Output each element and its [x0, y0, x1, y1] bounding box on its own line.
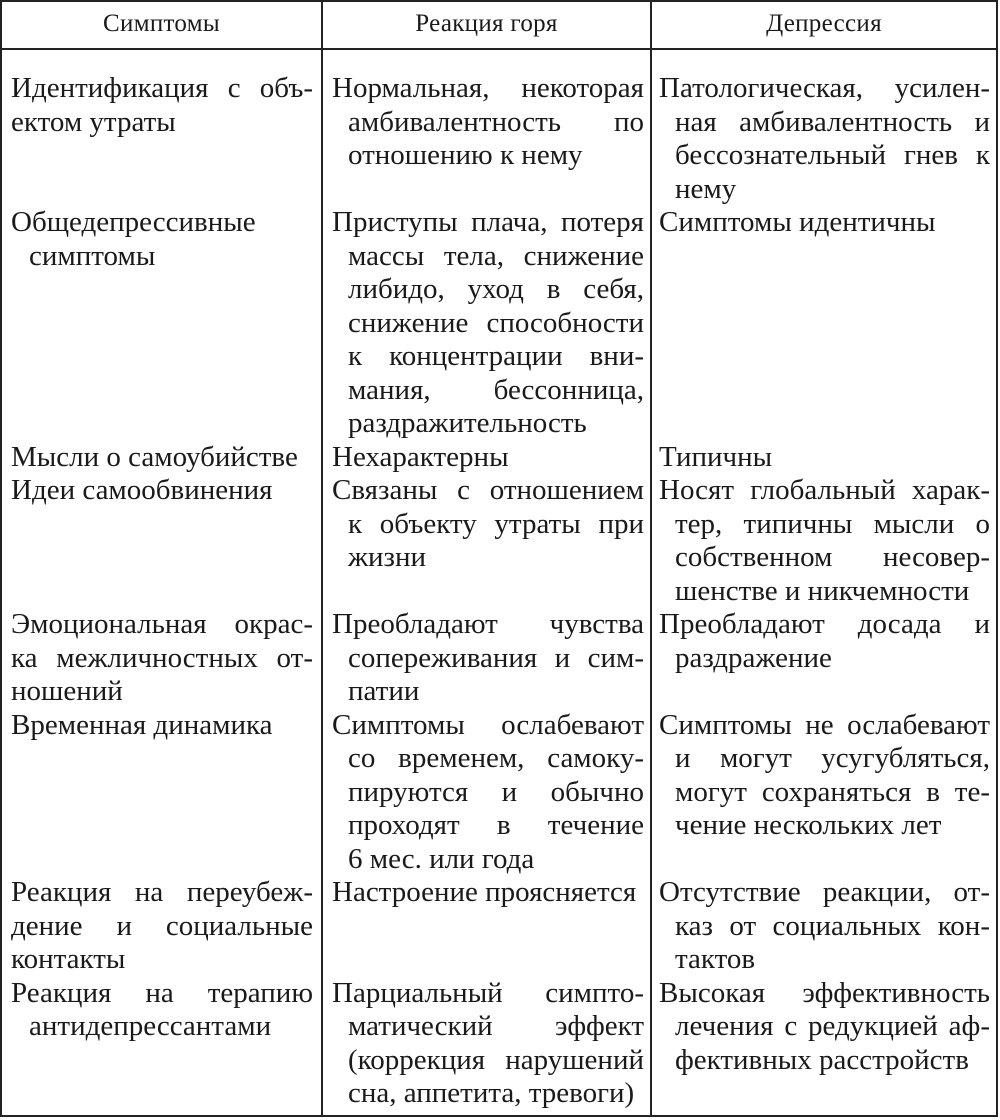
cell-line: Идеи самообвинения: [11, 474, 273, 506]
symptom-cell: [1, 474, 322, 608]
header-depression: Депрессия: [651, 1, 997, 49]
cell-line: Преобладают досада и: [659, 608, 990, 640]
cell-line: Типичны: [659, 440, 773, 473]
cell-line: Общедепрессивные: [11, 206, 256, 238]
table-row: [1, 709, 997, 877]
grief-reaction-cell: [322, 709, 651, 877]
cell-line: шенстве и никчемности: [675, 574, 970, 607]
cell-line: Парциальный симпто-: [332, 976, 644, 1009]
table-row: [1, 206, 997, 441]
cell-line: мания, бессонница,: [348, 373, 644, 406]
cell-line: Приступы плача, потеря: [332, 206, 644, 238]
cell-line: фективных расстройств: [675, 1043, 969, 1076]
cell-line: Отсутствие реакции, от-: [659, 876, 990, 908]
cell-line: Идентификация с объ-: [11, 72, 313, 104]
cell-line: Связаны с отношением: [332, 474, 644, 506]
cell-line: Высокая эффективность: [659, 976, 990, 1009]
cell-line: ношений: [11, 675, 123, 707]
cell-line: бессознательный гнев к: [675, 139, 990, 171]
depression-cell: [651, 977, 997, 1116]
cell-line: Настроение проясняется: [332, 876, 637, 908]
cell-line: патии: [348, 675, 420, 707]
depression-cell: [651, 876, 997, 977]
symptom-cell: [1, 876, 322, 977]
grief-reaction-cell: [322, 977, 651, 1116]
symptom-cell: [1, 72, 322, 206]
cell-line: тер, типичны мысли о: [675, 507, 990, 540]
cell-line: ка межличностных от-: [11, 641, 313, 674]
cell-line: либидо, уход в себя,: [348, 273, 644, 305]
cell-line: и могут усугубляться,: [675, 742, 990, 774]
cell-line: собственном несовер-: [675, 541, 990, 573]
cell-line: антидепрессантами: [29, 1010, 272, 1042]
cell-line: со временем, самоку-: [348, 742, 644, 774]
cell-line: Симптомы не ослабевают: [659, 708, 990, 741]
table-row: [1, 72, 997, 206]
cell-line: симптомы: [29, 239, 156, 272]
table-body: [1, 49, 997, 1116]
cell-line: ная амбивалентность и: [675, 105, 990, 138]
depression-cell: [651, 474, 997, 608]
table-row: [1, 608, 997, 709]
cell-line: контакты: [11, 943, 126, 975]
table-row: [1, 441, 997, 475]
cell-line: Временная динамика: [11, 708, 273, 741]
cell-line: Нормальная, некоторая: [332, 72, 644, 104]
cell-line: сна, аппетита, тревоги): [348, 1077, 635, 1109]
cell-line: проходят в течение: [348, 809, 644, 841]
cell-line: Мысли о самоубийстве: [11, 440, 298, 473]
table-spacer: [1, 49, 997, 72]
cell-line: Носят глобальный харак-: [659, 474, 990, 506]
cell-line: Нехарактерны: [332, 440, 509, 473]
symptom-cell: [1, 608, 322, 709]
cell-line: 6 мес. или года: [348, 842, 535, 875]
cell-line: Реакция на переубеж-: [11, 876, 313, 908]
cell-line: массы тела, снижение: [348, 239, 644, 272]
grief-reaction-cell: [322, 206, 651, 441]
table-row: [1, 977, 997, 1116]
grief-reaction-cell: [322, 608, 651, 709]
cell-line: Симптомы ослабевают: [332, 708, 644, 741]
table-row: [1, 876, 997, 977]
cell-line: снижение способности: [348, 306, 644, 339]
symptom-cell: [1, 441, 322, 475]
depression-cell: [651, 709, 997, 877]
cell-line: Эмоциональная окрас-: [11, 608, 313, 640]
grief-reaction-cell: [322, 474, 651, 608]
cell-line: раздражение: [675, 641, 832, 674]
cell-line: нему: [675, 172, 737, 205]
cell-line: Патологическая, усилен-: [659, 72, 990, 104]
symptom-cell: [1, 206, 322, 441]
cell-line: раздражительность: [348, 407, 587, 439]
cell-line: Симптомы идентичны: [659, 206, 936, 238]
table-header-row: [1, 1, 997, 49]
cell-line: (коррекция нарушений: [348, 1043, 644, 1076]
cell-line: сопереживания и сим-: [348, 641, 644, 674]
cell-line: отношению к нему: [348, 139, 583, 171]
cell-line: амбивалентность по: [348, 105, 644, 138]
depression-cell: [651, 608, 997, 709]
table-row: [1, 474, 997, 608]
grief-reaction-cell: [322, 72, 651, 206]
symptom-cell: [1, 977, 322, 1116]
cell-line: тактов: [675, 943, 756, 975]
cell-line: дение и социальные: [11, 909, 313, 942]
cell-line: ектом утраты: [11, 105, 176, 138]
cell-line: пируются и обычно: [348, 775, 644, 808]
cell-line: к концентрации вни-: [348, 340, 644, 372]
cell-line: каз от социальных кон-: [675, 909, 990, 942]
depression-cell: [651, 441, 997, 475]
grief-reaction-cell: [322, 876, 651, 977]
symptom-cell: [1, 709, 322, 877]
depression-cell: [651, 72, 997, 206]
grief-reaction-cell: [322, 441, 651, 475]
cell-line: к объекту утраты при: [348, 507, 644, 540]
cell-line: Реакция на терапию: [11, 976, 313, 1009]
header-grief-reaction: Реакция горя: [322, 1, 651, 49]
depression-cell: [651, 206, 997, 441]
cell-line: жизни: [348, 541, 427, 573]
header-symptoms: Симптомы: [1, 1, 322, 49]
cell-line: Преобладают чувства: [332, 608, 644, 640]
cell-line: могут сохраняться в те-: [675, 775, 990, 808]
cell-line: лечения с редукцией аф-: [675, 1010, 990, 1042]
cell-line: матический эффект: [348, 1010, 644, 1042]
cell-line: чение нескольких лет: [675, 809, 942, 841]
